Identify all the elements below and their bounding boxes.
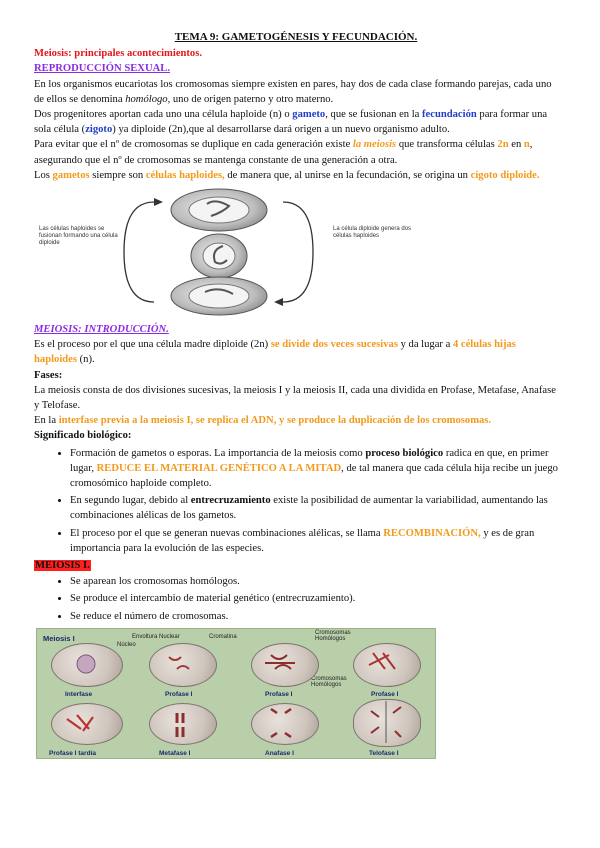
annotation-cromosomas-homologos-2: Cromosomas Homólogos (311, 675, 347, 688)
figure-meiosis-i-phases (36, 628, 436, 759)
figure1-right-label: La célula diploide genera dos células haploides (333, 226, 412, 240)
annotation-cromatina: Cromatina (209, 633, 237, 640)
paragraph-meiosis-intro: Para evitar que el nº de cromosomas se duplique en cada generación existe la meiosis que transforma células 2n en n, asegurando que el nº de cromosomas se mantenga constante de una generación a otra. (34, 139, 533, 166)
list-item: • Se reduce el número de cromosomas. (70, 609, 558, 624)
annotation-nucleo: Núcleo (117, 641, 136, 648)
list-item: • En segundo lugar, debido al entrecruzamiento existe la posibilidad de aumentar la variabilidad, aumentando las combinaciones alélicas de los gametos. (70, 493, 558, 523)
significado-label: Significado biológico: (34, 430, 132, 442)
phase-label-anafase: Anafase I (265, 749, 294, 757)
paragraph-fases: La meiosis consta de dos divisiones sucesivas, la meiosis I y la meiosis II, cada una dividida en Profase, Metafase, Anafase y Telofase. (34, 384, 556, 412)
figure2-title: Meiosis I (43, 633, 75, 643)
figure1-left-label: Las células haploides se fusionan formando una célula diploide (39, 226, 118, 247)
list-item: • Se produce el intercambio de material genético (entrecruzamiento). (70, 591, 558, 606)
phase-label-profase-tardia: Profase I tardía (49, 749, 96, 757)
phase-label-telofase: Telofase I (369, 749, 399, 757)
page-title: TEMA 9: GAMETOGÉNESIS Y FECUNDACIÓN. (174, 31, 418, 43)
annotation-envoltura: Envoltura Nuclear (132, 633, 180, 640)
section-heading-meiosis-intro: MEIOSIS: INTRODUCCIÓN. (34, 324, 169, 336)
list-item: • El proceso por el que se generan nuevas combinaciones alélicas, se llama RECOMBINACIÓN, y es de gran importancia para la evolución de las especies. (70, 526, 558, 556)
section-heading-reproduccion: REPRODUCCIÓN SEXUAL. (34, 63, 170, 75)
phase-label-metafase: Metafase I (159, 749, 191, 757)
significado-list (34, 446, 558, 556)
fases-label: Fases: (34, 369, 63, 381)
page-subtitle: Meiosis: principales acontecimientos. (34, 48, 203, 60)
cycle-diagram (39, 188, 425, 316)
list-item: • Formación de gametos o esporas. La importancia de la meiosis como proceso biológico radica en que, en primer lugar, REDUCE EL MATERIAL GENÉTICO A LA MITAD, de tal manera que cada célula hija recibe un juego cromosómico haploide completo. (70, 446, 558, 492)
meiosis-i-list (34, 574, 558, 624)
phase-label-profase-1c: Profase I (371, 690, 399, 698)
annotation-cromosomas-homologos-1: Cromosomas Homólogos (315, 629, 351, 642)
list-item: • Se aparean los cromosomas homólogos. (70, 574, 558, 589)
figure-ciclo-vital (39, 188, 425, 316)
section-heading-meiosis-i: MEIOSIS I. (35, 560, 90, 572)
phase-label-profase-1a: Profase I (165, 690, 193, 698)
paragraph-cigoto: Los gametos siempre son células haploides, de manera que, al unirse en la fecundación, se origina un cigoto diploide. (34, 169, 540, 181)
paragraph-gametos: Dos progenitores aportan cada uno una célula haploide (n) o gameto, que se fusionan en la fecundación para formar una sola célula (zigoto) ya diploide (2n),que al desarrollarse dará origen a un nuevo organismo adulto. (34, 109, 548, 136)
paragraph-proceso: Es el proceso por el que una célula madre diploide (2n) se divide dos veces sucesivas y da lugar a 4 células hijas haploides (n). (34, 339, 516, 366)
phase-label-profase-1b: Profase I (265, 690, 293, 698)
paragraph-interfase: En la interfase previa a la meiosis I, se replica el ADN, y se produce la duplicación de los cromosomas. (34, 415, 492, 427)
document-page (34, 30, 558, 759)
phase-label-interfase: Interfase (65, 690, 93, 698)
paragraph-homologos: En los organismos eucariotas los cromosomas siempre existen en pares, hay dos de cada clase formando parejas, cada uno de ellos se denomina homólogo, uno de origen paterno y otro materno. (34, 78, 552, 105)
